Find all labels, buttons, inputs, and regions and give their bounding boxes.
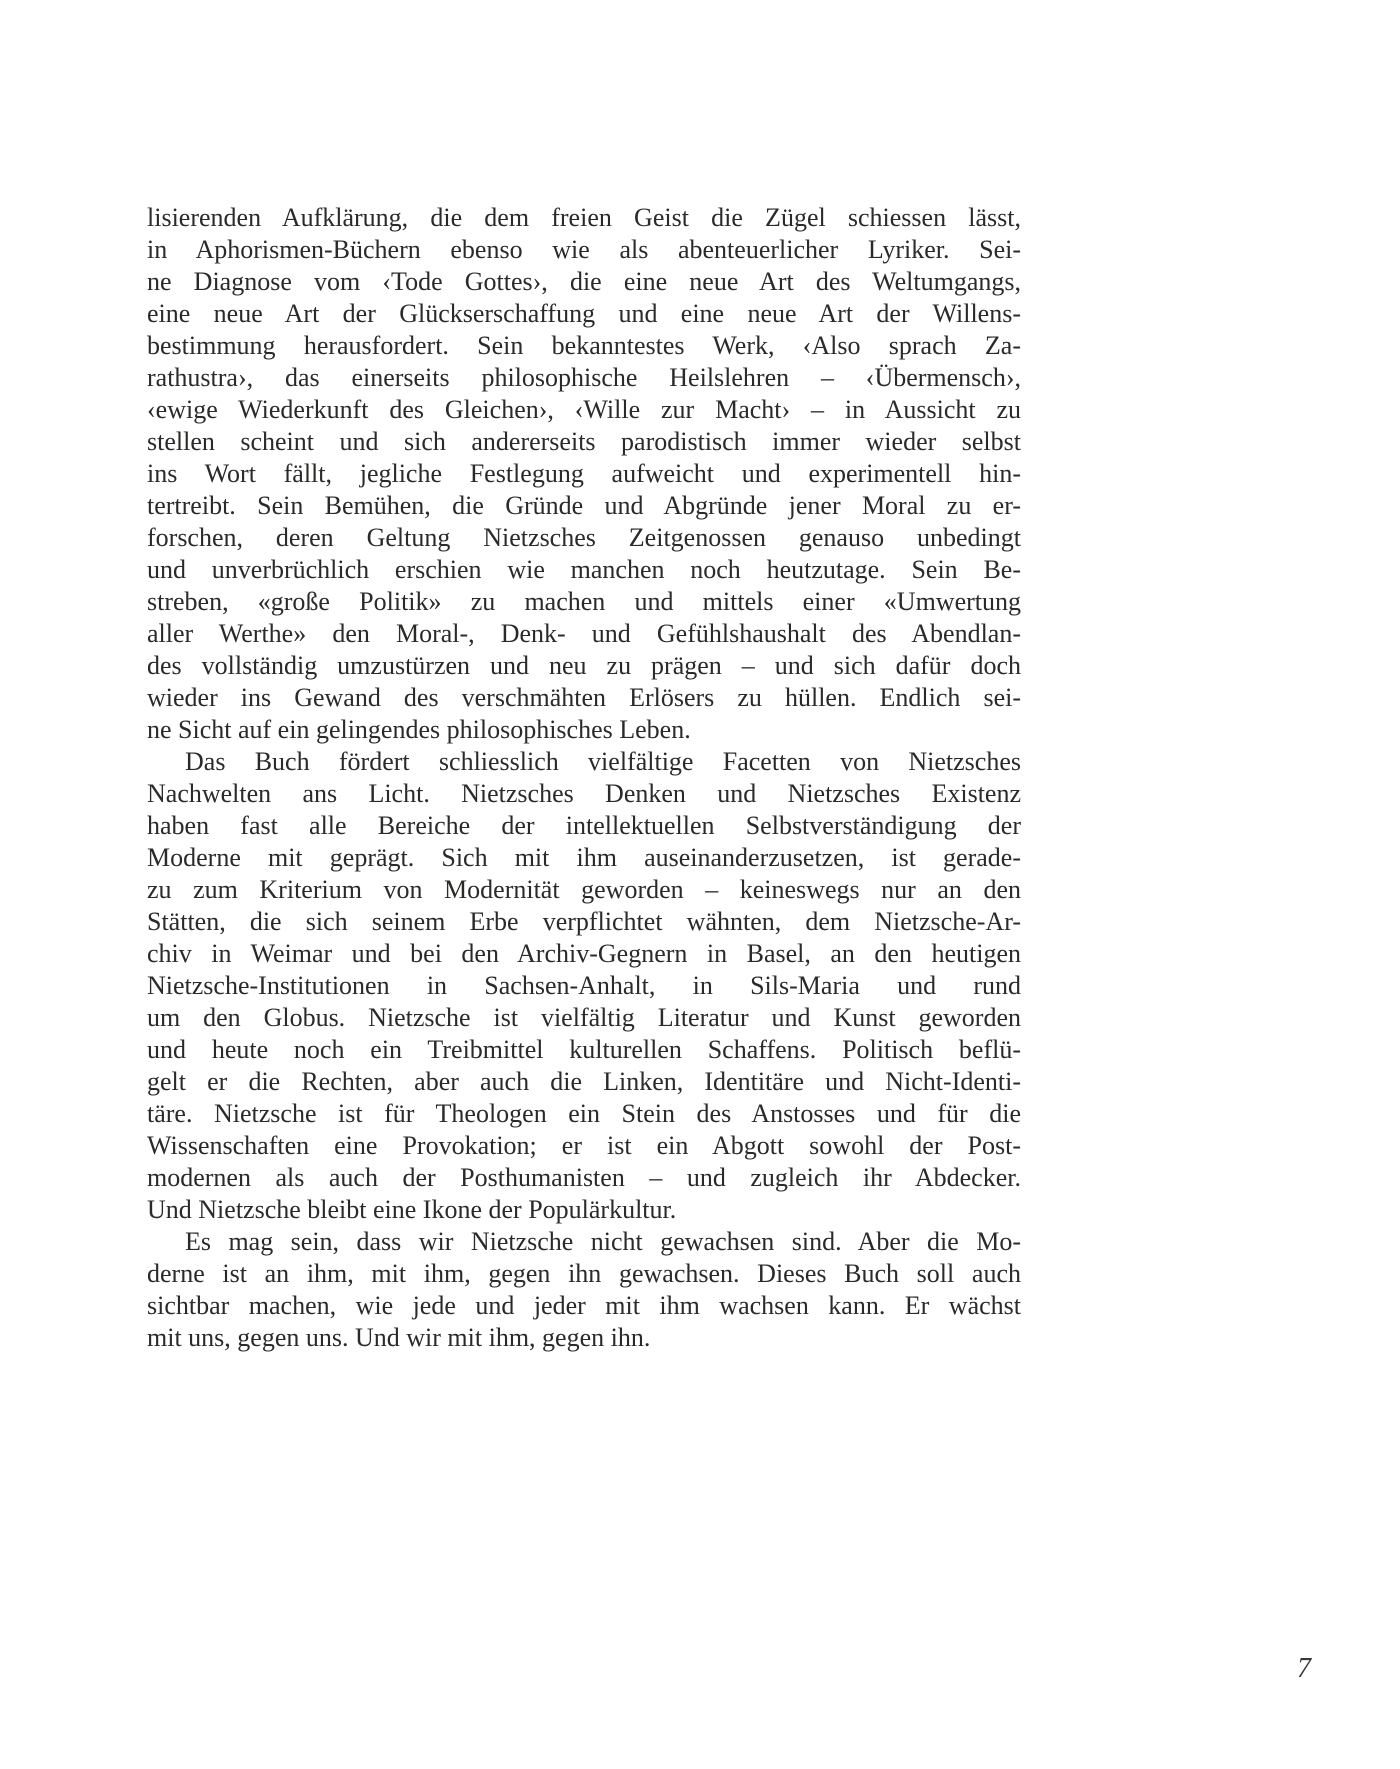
- text-line: Und Nietzsche bleibt eine Ikone der Populärkultur.: [147, 1195, 677, 1224]
- text-line: streben, «große Politik» zu machen und mittels einer «Umwertung: [147, 587, 1021, 616]
- text-line: Stätten, die sich seinem Erbe verpflichtet wähnten, dem Nietzsche-Ar-: [147, 907, 1021, 936]
- text-line: bestimmung herausfordert. Sein bekanntestes Werk, ‹Also sprach Za-: [147, 331, 1021, 360]
- page-number: 7: [1297, 1653, 1311, 1684]
- text-line: zu zum Kriterium von Modernität geworden – keineswegs nur an den: [147, 875, 1021, 904]
- text-line: eine neue Art der Glückserschaffung und eine neue Art der Willens-: [147, 299, 1021, 328]
- text-line: rathustra›, das einerseits philosophische Heilslehren – ‹Übermensch›,: [147, 363, 1021, 392]
- paragraph: [147, 202, 1021, 746]
- text-line: und heute noch ein Treibmittel kulturellen Schaffens. Politisch beflü-: [147, 1035, 1021, 1064]
- paragraph: [147, 1226, 1021, 1354]
- text-line: modernen als auch der Posthumanisten – und zugleich ihr Abdecker.: [147, 1163, 1021, 1192]
- text-line: lisierenden Aufklärung, die dem freien Geist die Zügel schiessen lässt,: [147, 203, 1021, 232]
- text-line: Nietzsche-Institutionen in Sachsen-Anhalt, in Sils-Maria und rund: [147, 971, 1021, 1000]
- text-line: Das Buch fördert schliesslich vielfältige Facetten von Nietzsches: [185, 747, 1021, 776]
- text-line: mit uns, gegen uns. Und wir mit ihm, gegen ihn.: [147, 1323, 651, 1352]
- text-line: sichtbar machen, wie jede und jeder mit ihm wachsen kann. Er wächst: [147, 1291, 1021, 1320]
- text-line: gelt er die Rechten, aber auch die Linken, Identitäre und Nicht-Identi-: [147, 1067, 1021, 1096]
- text-line: haben fast alle Bereiche der intellektuellen Selbstverständigung der: [147, 811, 1021, 840]
- text-line: Es mag sein, dass wir Nietzsche nicht gewachsen sind. Aber die Mo-: [185, 1227, 1021, 1256]
- paragraph: [147, 746, 1021, 1226]
- text-line: Moderne mit geprägt. Sich mit ihm auseinanderzusetzen, ist gerade-: [147, 843, 1021, 872]
- text-line: tertreibt. Sein Bemühen, die Gründe und Abgründe jener Moral zu er-: [147, 491, 1021, 520]
- text-line: Nachwelten ans Licht. Nietzsches Denken und Nietzsches Existenz: [147, 779, 1021, 808]
- text-line: und unverbrüchlich erschien wie manchen noch heutzutage. Sein Be-: [147, 555, 1021, 584]
- text-line: stellen scheint und sich andererseits parodistisch immer wieder selbst: [147, 427, 1021, 456]
- text-line: ne Diagnose vom ‹Tode Gottes›, die eine neue Art des Weltumgangs,: [147, 267, 1021, 296]
- text-line: chiv in Weimar und bei den Archiv-Gegnern in Basel, an den heutigen: [147, 939, 1021, 968]
- text-line: derne ist an ihm, mit ihm, gegen ihn gewachsen. Dieses Buch soll auch: [147, 1259, 1021, 1288]
- text-line: forschen, deren Geltung Nietzsches Zeitgenossen genauso unbedingt: [147, 523, 1021, 552]
- text-line: wieder ins Gewand des verschmähten Erlösers zu hüllen. Endlich sei-: [147, 683, 1021, 712]
- text-line: aller Werthe» den Moral-, Denk- und Gefühlshaushalt des Abendlan-: [147, 619, 1021, 648]
- text-line: in Aphorismen-Büchern ebenso wie als abenteuerlicher Lyriker. Sei-: [147, 235, 1021, 264]
- text-line: ‹ewige Wiederkunft des Gleichen›, ‹Wille zur Macht› – in Aussicht zu: [147, 395, 1021, 424]
- text-line: Wissenschaften eine Provokation; er ist ein Abgott sowohl der Post-: [147, 1131, 1021, 1160]
- text-line: ne Sicht auf ein gelingendes philosophisches Leben.: [147, 715, 691, 744]
- text-line: des vollständig umzustürzen und neu zu prägen – und sich dafür doch: [147, 651, 1021, 680]
- body-text: [147, 202, 1021, 1354]
- text-line: täre. Nietzsche ist für Theologen ein Stein des Anstosses und für die: [147, 1099, 1021, 1128]
- text-line: ins Wort fällt, jegliche Festlegung aufweicht und experimentell hin-: [147, 459, 1021, 488]
- text-line: um den Globus. Nietzsche ist vielfältig Literatur und Kunst geworden: [147, 1003, 1021, 1032]
